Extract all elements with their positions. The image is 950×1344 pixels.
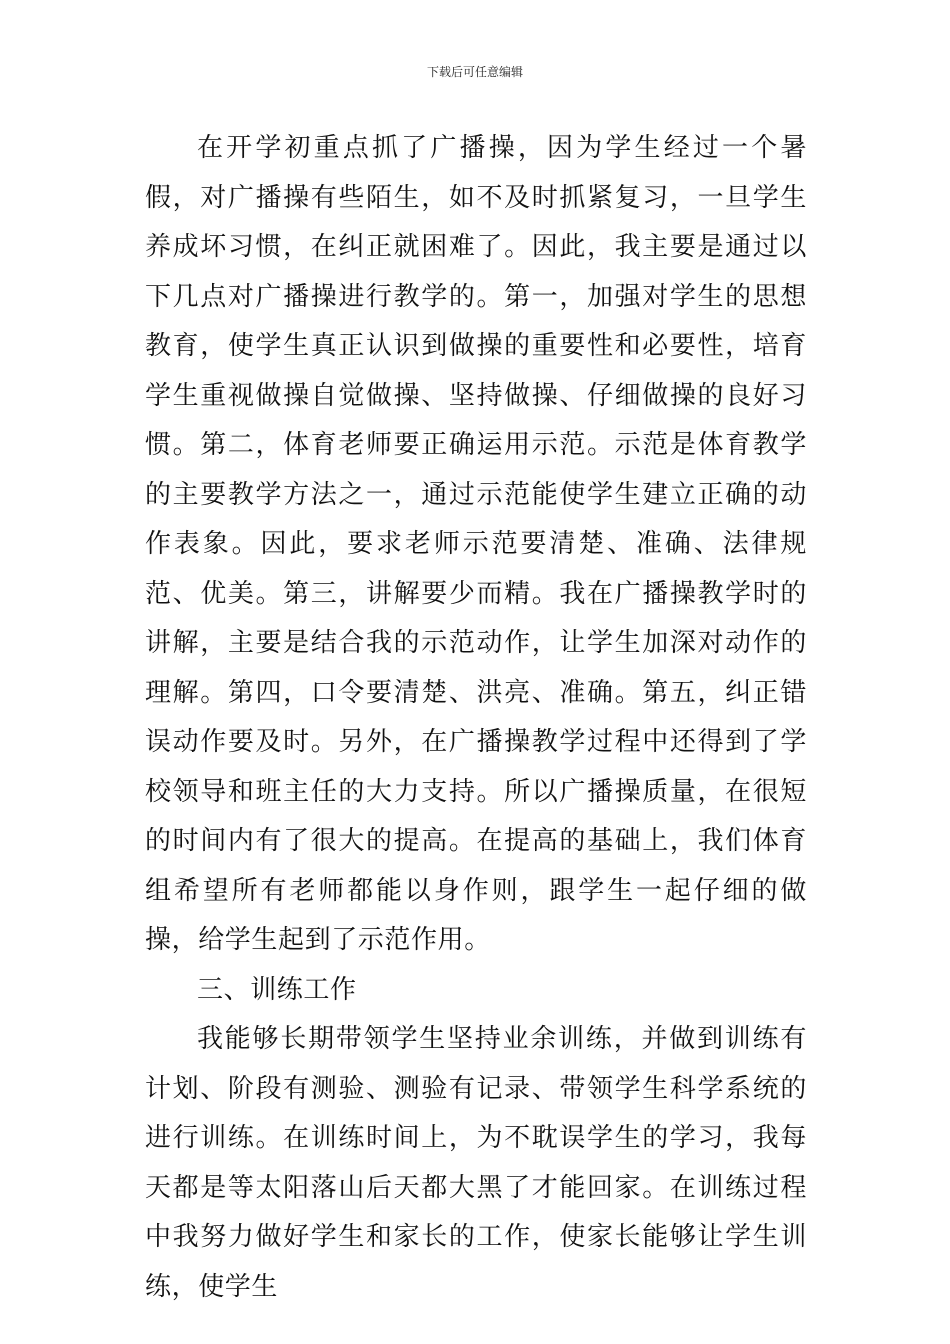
section-heading-training: 三、训练工作: [197, 974, 357, 1005]
page-header: 下载后可任意编辑: [426, 65, 523, 79]
paragraph-broadcast-exercise: 在开学初重点抓了广播操，因为学生经过一个暑假，对广播操有些陌生，如不及时抓紧复习，一旦学生养成坏习惯，在纠正就困难了。因此，我主要是通过以下几点对广播操进行教学的。第一，加强对学生的思想教育，使学生真正认识到做操的重要性和必要性，培育学生重视做操自觉做操、坚持做操、仔细做操的良好习惯。第二，体育老师要正确运用示范。示范是体育教学的主要教学方法之一，通过示范能使学生建立正确的动作表象。因此，要求老师示范要清楚、准确、法律规范、优美。第三，讲解要少而精。我在广播操教学时的讲解，主要是结合我的示范动作，让学生加深对动作的理解。第四，口令要清楚、洪亮、准确。第五，纠正错误动作要及时。另外，在广播操教学过程中还得到了学校领导和班主任的大力支持。所以广播操质量，在很短的时间内有了很大的提高。在提高的基础上，我们体育组希望所有老师都能以身作则，跟学生一起仔细的做操，给学生起到了示范作用。: [145, 133, 807, 955]
paragraph-training-work: 我能够长期带领学生坚持业余训练，并做到训练有计划、阶段有测验、测验有记录、带领学生科学系统的进行训练。在训练时间上，为不耽误学生的学习，我每天都是等太阳落山后天都大黑了才能回家。在训练过程中我努力做好学生和家长的工作，使家长能够让学生训练，使学生: [145, 1024, 807, 1302]
document-body: [145, 124, 807, 1312]
